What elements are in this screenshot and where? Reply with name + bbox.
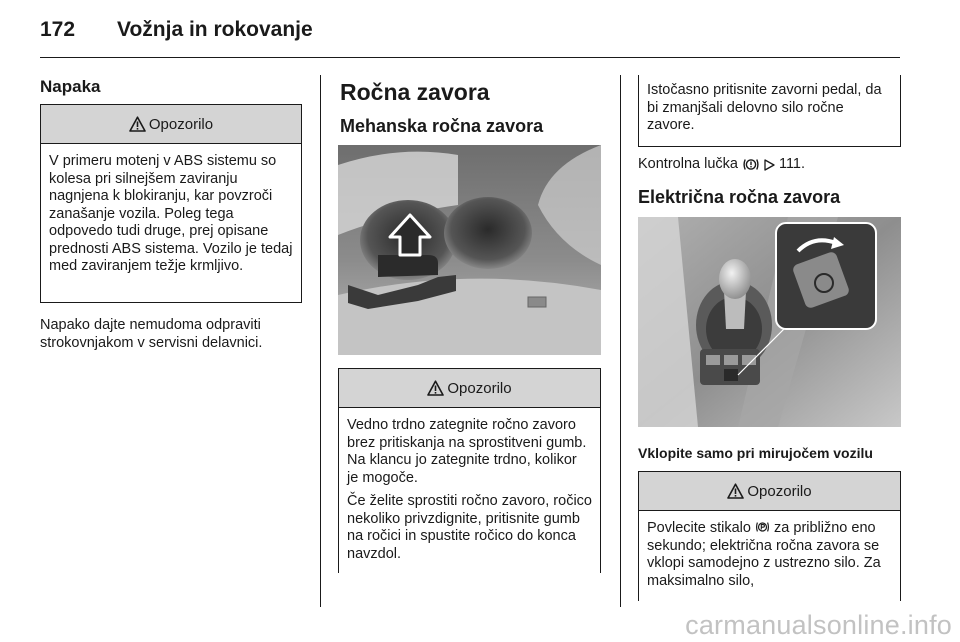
warning-box-abs bbox=[40, 104, 302, 303]
warning-triangle-icon bbox=[427, 380, 444, 396]
electric-brake-illustration bbox=[638, 217, 901, 427]
header-rule bbox=[40, 57, 900, 58]
chapter-title: Vožnja in rokovanje bbox=[117, 18, 313, 41]
warning-header bbox=[639, 472, 900, 511]
section-heading-elektricna: Električna ročna zavora bbox=[638, 187, 841, 207]
warning-text bbox=[639, 511, 900, 598]
warning-text-part: za približno eno sekundo; električna ročna zavora se vklopi samodejno z ustrezno silo. Za maksimalno silo, bbox=[647, 520, 881, 589]
image-mechanical-handbrake bbox=[338, 145, 601, 355]
indicator-page-ref: 111. bbox=[778, 156, 806, 172]
page-reference-arrow-icon bbox=[764, 159, 775, 171]
parking-brake-switch-icon bbox=[755, 520, 770, 534]
page-number: 172 bbox=[40, 18, 76, 41]
column-divider-2 bbox=[620, 75, 621, 607]
indicator-reference bbox=[638, 156, 805, 174]
warning-triangle-icon bbox=[727, 483, 744, 499]
brake-warning-lamp-icon bbox=[742, 157, 760, 172]
warning-continued: Istočasno pritisnite zavorni pedal, da bi zmanjšali delovno silo ročne zavore. bbox=[638, 75, 901, 147]
section-heading-napaka: Napaka bbox=[40, 77, 101, 96]
warning-text-part: Povlecite stikalo bbox=[647, 520, 751, 536]
warning-title: Opozorilo bbox=[447, 379, 512, 397]
subheading-vklopite: Vklopite samo pri mirujočem vozilu bbox=[638, 445, 873, 461]
warning-box-electric-brake bbox=[638, 471, 901, 601]
image-electric-parking-brake bbox=[638, 217, 901, 427]
watermark: carmanualsonline.info bbox=[685, 610, 952, 640]
warning-title: Opozorilo bbox=[148, 115, 214, 133]
paragraph-napaka: Napako dajte nemudoma odpraviti strokovnjakom v servisni delavnici. bbox=[40, 317, 263, 351]
subheading-mehanska: Mehanska ročna zavora bbox=[340, 116, 544, 136]
warning-text: V primeru motenj v ABS sistemu so kolesa pri silnejšem zaviranju nagnjena k blokiranju, kar povzroči zanašanje vozila. Poleg tega odpovedo tudi druge, prej opisane prednosti ABS sistema. Vozilo je tedaj med zaviranjem težje krmljivo. bbox=[49, 153, 293, 274]
column-divider-1 bbox=[320, 75, 321, 607]
indicator-text: Kontrolna lučka bbox=[638, 156, 738, 172]
warning-text: Če želite sprostiti ročno zavoro, ročico nekoliko privzdignite, pritisnite gumb na ročici in spustite ročico do konca navzdol. bbox=[347, 493, 592, 562]
warning-box-handbrake bbox=[338, 368, 601, 573]
warning-triangle-icon bbox=[129, 116, 146, 132]
warning-header bbox=[339, 369, 600, 408]
section-heading-rocna-zavora: Ročna zavora bbox=[340, 79, 490, 105]
warning-text: Vedno trdno zategnite ročno zavoro brez pritiskanja na sprostitveni gumb. Na klancu jo zategnite trdno, kolikor je mogoče. bbox=[347, 417, 587, 486]
watermark-area bbox=[560, 608, 960, 642]
warning-header bbox=[41, 105, 301, 144]
handbrake-illustration bbox=[338, 145, 601, 355]
warning-title: Opozorilo bbox=[747, 482, 812, 500]
